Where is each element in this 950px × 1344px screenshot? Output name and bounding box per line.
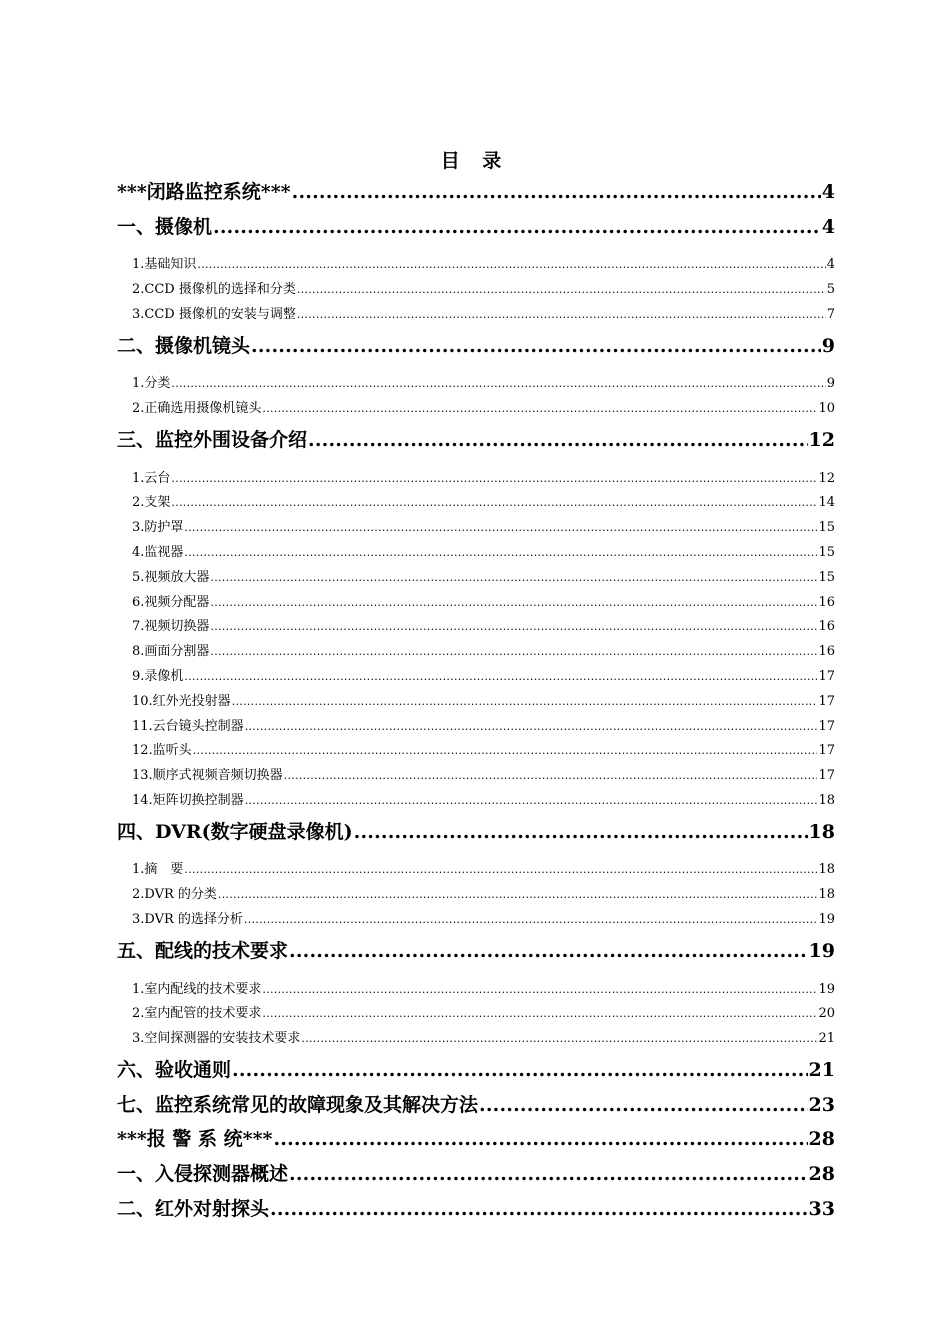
toc-section-entry[interactable] (117, 766, 835, 786)
toc-entry-label: 10.红外光投射器 (132, 693, 231, 709)
toc-entry-page-number: 17 (818, 768, 835, 784)
toc-section-entry[interactable] (117, 717, 835, 737)
toc-entry-page-number: 15 (818, 569, 835, 585)
toc-entry-label: 6.视频分配器 (132, 594, 210, 610)
toc-entry-page-number: 28 (808, 1128, 835, 1151)
toc-entry-page-number: 17 (818, 693, 835, 709)
toc-section-entry[interactable] (117, 791, 835, 811)
toc-entry-label: ***报 警 系 统*** (117, 1128, 273, 1151)
toc-section-entry[interactable] (117, 980, 835, 1000)
toc-section-entry[interactable] (117, 692, 835, 712)
toc-chapter-entry[interactable] (117, 937, 835, 965)
toc-entry-label: 7.视频切换器 (132, 619, 210, 635)
toc-entry-page-number: 10 (818, 401, 835, 416)
toc-entry-page-number: 23 (808, 1093, 835, 1116)
toc-section-entry[interactable] (117, 741, 835, 761)
toc-entry-label: 1.云台 (132, 470, 171, 486)
toc-section-entry[interactable] (117, 255, 835, 275)
toc-entry-page-number: 12 (818, 470, 835, 486)
toc-entry-page-number: 19 (808, 940, 835, 962)
toc-chapter-entry[interactable] (117, 213, 835, 241)
toc-entry-page-number: 19 (818, 912, 835, 927)
dot-leader (210, 617, 817, 637)
dot-leader (218, 885, 818, 905)
toc-chapter-entry[interactable] (117, 332, 835, 360)
toc-entry-page-number: 14 (818, 495, 835, 511)
dot-leader (193, 741, 818, 761)
toc-chapter-entry[interactable] (117, 1195, 835, 1223)
toc-entry-page-number: 5 (826, 281, 835, 297)
toc-section-entry[interactable] (117, 860, 835, 880)
toc-entry-label: 3.DVR 的选择分析 (132, 912, 243, 927)
toc-entry-page-number: 16 (818, 644, 835, 660)
toc-section-entry[interactable] (117, 885, 835, 905)
dot-leader (171, 493, 817, 513)
toc-chapter-entry[interactable] (117, 1091, 835, 1119)
toc-entry-label: 六、验收通则 (117, 1059, 232, 1082)
toc-entry-label: 1.室内配线的技术要求 (132, 981, 262, 997)
toc-chapter-entry[interactable] (117, 1160, 835, 1188)
toc-entry-label: 二、摄像机镜头 (117, 334, 251, 357)
toc-entry-page-number: 19 (818, 981, 835, 997)
toc-entry-page-number: 15 (818, 520, 835, 536)
toc-section-entry[interactable] (117, 280, 835, 300)
toc-entry-label: 1.分类 (132, 376, 171, 392)
toc-section-entry[interactable] (117, 667, 835, 687)
toc-chapter-entry[interactable] (117, 1125, 835, 1153)
dot-leader (184, 543, 817, 563)
toc-section-entry[interactable] (117, 1004, 835, 1024)
toc-section-entry[interactable] (117, 543, 835, 563)
toc-entry-label: 2.室内配管的技术要求 (132, 1006, 262, 1022)
dot-leader (297, 280, 826, 300)
toc-entry-label: 3.CCD 摄像机的安装与调整 (132, 306, 296, 322)
toc-entry-label: ***闭路监控系统*** (117, 181, 291, 203)
toc-entry-page-number: 17 (818, 718, 835, 734)
dot-leader (479, 1091, 808, 1119)
dot-leader (210, 593, 817, 613)
dot-leader (289, 1160, 808, 1188)
toc-entry-label: 四、DVR(数字硬盘录像机) (117, 820, 353, 843)
toc-entry-label: 2.正确选用摄像机镜头 (132, 401, 262, 416)
dot-leader (262, 980, 817, 1000)
dot-leader (184, 518, 817, 538)
page-title: 目 录 (440, 150, 510, 172)
toc-chapter-entry[interactable] (117, 818, 835, 846)
toc-entry-page-number: 7 (826, 306, 835, 322)
toc-entry-page-number: 21 (808, 1059, 835, 1082)
toc-section-entry[interactable] (117, 1029, 835, 1049)
toc-chapter-entry[interactable] (117, 426, 835, 454)
toc-entry-label: 3.空间探测器的安装技术要求 (132, 1031, 301, 1047)
dot-leader (270, 1195, 808, 1223)
dot-leader (210, 642, 817, 662)
toc-entry-page-number: 12 (808, 429, 835, 451)
toc-section-entry[interactable] (117, 374, 835, 394)
toc-section-entry[interactable] (117, 568, 835, 588)
toc-entry-label: 4.监视器 (132, 544, 184, 560)
toc-entry-page-number: 28 (808, 1162, 835, 1185)
toc-chapter-entry[interactable] (117, 178, 835, 206)
dot-leader (354, 818, 808, 846)
toc-entry-label: 一、摄像机 (117, 215, 213, 238)
dot-leader (232, 1056, 808, 1084)
toc-section-entry[interactable] (117, 910, 835, 930)
toc-chapter-entry[interactable] (117, 1056, 835, 1084)
toc-entry-label: 2.CCD 摄像机的选择和分类 (132, 281, 296, 297)
toc-entry-page-number: 4 (821, 215, 835, 238)
dot-leader (273, 1125, 807, 1153)
toc-entry-page-number: 9 (826, 376, 835, 392)
dot-leader (232, 692, 818, 712)
toc-entry-page-number: 15 (818, 544, 835, 560)
toc-entry-label: 2.支架 (132, 495, 171, 511)
dot-leader (262, 1004, 817, 1024)
dot-leader (308, 426, 808, 454)
toc-entry-page-number: 33 (808, 1197, 835, 1220)
toc-entry-page-number: 4 (821, 181, 835, 203)
toc-entry-page-number: 17 (818, 668, 835, 684)
toc-section-entry[interactable] (117, 399, 835, 419)
dot-leader (297, 305, 826, 325)
dot-leader (171, 469, 817, 489)
dot-leader (262, 399, 817, 419)
dot-leader (210, 568, 817, 588)
toc-entry-label: 5.视频放大器 (132, 569, 210, 585)
toc-section-entry[interactable] (117, 593, 835, 613)
toc-entry-page-number: 4 (826, 257, 835, 273)
dot-leader (284, 766, 818, 786)
toc-section-entry[interactable] (117, 518, 835, 538)
dot-leader (251, 332, 821, 360)
toc-entry-label: 8.画面分割器 (132, 644, 210, 660)
dot-leader (171, 374, 825, 394)
dot-leader (245, 717, 818, 737)
dot-leader (292, 178, 821, 206)
toc-section-entry[interactable] (117, 617, 835, 637)
toc-entry-page-number: 9 (821, 334, 835, 357)
toc-section-entry[interactable] (117, 305, 835, 325)
dot-leader (213, 213, 821, 241)
toc-entry-page-number: 18 (808, 820, 835, 843)
dot-leader (244, 910, 818, 930)
dot-leader (301, 1029, 817, 1049)
toc-entry-page-number: 18 (818, 887, 835, 903)
toc-section-entry[interactable] (117, 469, 835, 489)
toc-entry-label: 三、监控外围设备介绍 (117, 429, 308, 451)
toc-entry-label: 14.矩阵切换控制器 (132, 792, 244, 808)
toc-entry-page-number: 18 (818, 862, 835, 878)
toc-section-entry[interactable] (117, 493, 835, 513)
toc-entry-page-number: 17 (818, 743, 835, 759)
toc-entry-label: 12.监听头 (132, 743, 192, 759)
toc-entry-page-number: 16 (818, 619, 835, 635)
dot-leader (197, 255, 825, 275)
dot-leader (289, 937, 808, 965)
dot-leader (184, 667, 817, 687)
toc-entry-label: 3.防护罩 (132, 520, 184, 536)
toc-entry-page-number: 16 (818, 594, 835, 610)
toc-entry-label: 1.摘 要 (132, 862, 184, 878)
toc-entry-label: 1.基础知识 (132, 257, 197, 273)
toc-section-entry[interactable] (117, 642, 835, 662)
toc-entry-label: 一、入侵探测器概述 (117, 1162, 289, 1185)
toc-entry-label: 2.DVR 的分类 (132, 887, 217, 903)
toc-entry-page-number: 21 (818, 1031, 835, 1047)
toc-entry-label: 七、监控系统常见的故障现象及其解决方法 (117, 1093, 479, 1116)
dot-leader (184, 860, 817, 880)
toc-entry-label: 11.云台镜头控制器 (132, 718, 244, 734)
toc-entry-page-number: 18 (818, 792, 835, 808)
toc-entry-label: 二、红外对射探头 (117, 1197, 270, 1220)
toc-entry-page-number: 20 (818, 1006, 835, 1022)
toc-entry-label: 13.顺序式视频音频切换器 (132, 768, 283, 784)
toc-entry-label: 五、配线的技术要求 (117, 940, 289, 962)
dot-leader (245, 791, 818, 811)
toc-entry-label: 9.录像机 (132, 668, 184, 684)
